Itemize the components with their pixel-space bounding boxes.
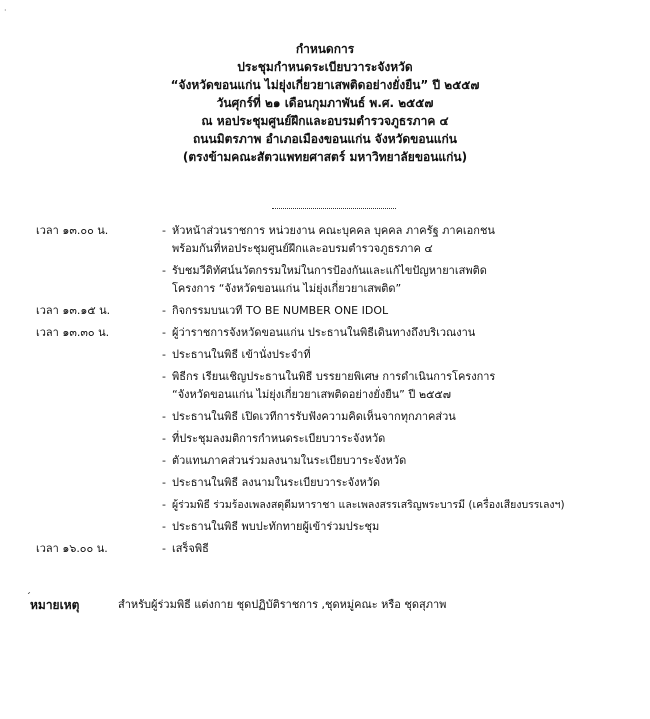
agenda-item	[0, 408, 650, 430]
agenda-time: เวลา ๑๖.๐๐ น.	[36, 542, 108, 555]
agenda-item	[0, 368, 650, 408]
bullet-dash: -	[162, 542, 166, 555]
agenda-time: เวลา ๑๓.๓๐ น.	[36, 326, 110, 339]
venue-landmark: (ตรงข้ามคณะสัตวแพทยศาสตร์ มหาวิทยาลัยขอนแก่น)	[182, 150, 468, 164]
document-title: กำหนดการ	[295, 42, 355, 56]
bullet-dash: -	[162, 476, 166, 489]
agenda-text: ประธานในพิธี พบปะทักทายผู้เข้าร่วมประชุม	[172, 520, 380, 533]
agenda-text-line: หัวหน้าส่วนราชการ หน่วยงาน คณะบุคคล บุคคล ภาครัฐ ภาคเอกชน	[172, 224, 495, 237]
meeting-name: ประชุมกำหนดระเบียบวาระจังหวัด	[237, 60, 413, 74]
agenda-item	[0, 324, 650, 346]
agenda-text-line: “จังหวัดขอนแก่น ไม่ยุ่งเกี่ยวยาเสพติดอย่างยั่งยืน” ปี ๒๕๕๗	[172, 388, 452, 401]
agenda-item	[0, 496, 650, 518]
bullet-dash: -	[162, 370, 166, 383]
agenda-item	[0, 474, 650, 496]
agenda-text: เสร็จพิธี	[172, 542, 209, 555]
bullet-dash: -	[162, 520, 166, 533]
agenda-text: ตัวแทนภาคส่วนร่วมลงนามในระเบียบวาระจังหวัด	[172, 454, 407, 467]
document-header	[0, 40, 650, 166]
agenda-text-line: พร้อมกันที่หอประชุมศูนย์ฝึกและอบรมตำรวจภูธรภาค ๔	[172, 242, 433, 255]
agenda-item	[0, 430, 650, 452]
bullet-dash: -	[162, 326, 166, 339]
agenda-text	[172, 262, 642, 298]
agenda-list	[0, 222, 650, 562]
scan-speck: ·	[4, 6, 7, 15]
agenda-text: ประธานในพิธี เข้านั่งประจำที่	[172, 348, 311, 361]
agenda-text: ประธานในพิธี เปิดเวทีการรับฟังความคิดเห็นจากทุกภาคส่วน	[172, 410, 456, 423]
agenda-text-line: โครงการ “จังหวัดขอนแก่น ไม่ยุ่งเกี่ยวยาเสพติด”	[172, 282, 402, 295]
bullet-dash: -	[162, 432, 166, 445]
agenda-item	[0, 302, 650, 324]
meeting-date: วันศุกร์ที่ ๒๑ เดือนกุมภาพันธ์ พ.ศ. ๒๕๕๗	[216, 96, 434, 110]
agenda-item	[0, 222, 650, 262]
project-name: “จังหวัดขอนแก่น ไม่ยุ่งเกี่ยวยาเสพติดอย่างยั่งยืน” ปี ๒๕๕๗	[170, 78, 480, 92]
agenda-time: เวลา ๑๓.๐๐ น.	[36, 224, 109, 237]
agenda-text: ผู้ร่วมพิธี ร่วมร้องเพลงสดุดีมหาราชา และเพลงสรรเสริญพระบารมี (เครื่องเสียงบรรเลงฯ)	[172, 499, 565, 511]
venue-road: ถนนมิตรภาพ อำเภอเมืองขอนแก่น จังหวัดขอนแก่น	[193, 132, 457, 146]
meeting-venue: ณ หอประชุมศูนย์ฝึกและอบรมตำรวจภูธรภาค ๔	[201, 114, 449, 128]
agenda-item	[0, 540, 650, 562]
agenda-text: ที่ประชุมลงมติการกำหนดระเบียบวาระจังหวัด	[172, 432, 386, 445]
remark-text: สำหรับผู้ร่วมพิธี แต่งกาย ชุดปฏิบัติราชการ ,ชุดหมู่คณะ หรือ ชุดสุภาพ	[118, 598, 447, 611]
agenda-text	[172, 222, 642, 258]
agenda-text: กิจกรรมบนเวที TO BE NUMBER ONE IDOL	[172, 304, 389, 317]
agenda-time: เวลา ๑๓.๑๕ น.	[36, 304, 111, 317]
agenda-item	[0, 346, 650, 368]
bullet-dash: -	[162, 498, 166, 511]
agenda-text-line: รับชมวีดิทัศน์นวัตกรรมใหม่ในการป้องกันและแก้ไขปัญหายาเสพติด	[172, 264, 487, 277]
agenda-text	[172, 368, 642, 404]
agenda-item	[0, 518, 650, 540]
remark-label: หมายเหตุ	[30, 598, 80, 612]
bullet-dash: -	[162, 264, 166, 277]
bullet-dash: -	[162, 348, 166, 361]
bullet-dash: -	[162, 224, 166, 237]
agenda-text: ผู้ว่าราชการจังหวัดขอนแก่น ประธานในพิธีเดินทางถึงบริเวณงาน	[172, 326, 476, 339]
agenda-text-line: พิธีกร เรียนเชิญประธานในพิธี บรรยายพิเศษ การดำเนินการโครงการ	[172, 370, 496, 383]
tick-mark-icon: ´	[26, 592, 31, 603]
agenda-item	[0, 452, 650, 474]
agenda-item	[0, 262, 650, 302]
agenda-text: ประธานในพิธี ลงนามในระเบียบวาระจังหวัด	[172, 476, 381, 489]
header-divider	[272, 208, 396, 209]
bullet-dash: -	[162, 410, 166, 423]
bullet-dash: -	[162, 304, 166, 317]
bullet-dash: -	[162, 454, 166, 467]
